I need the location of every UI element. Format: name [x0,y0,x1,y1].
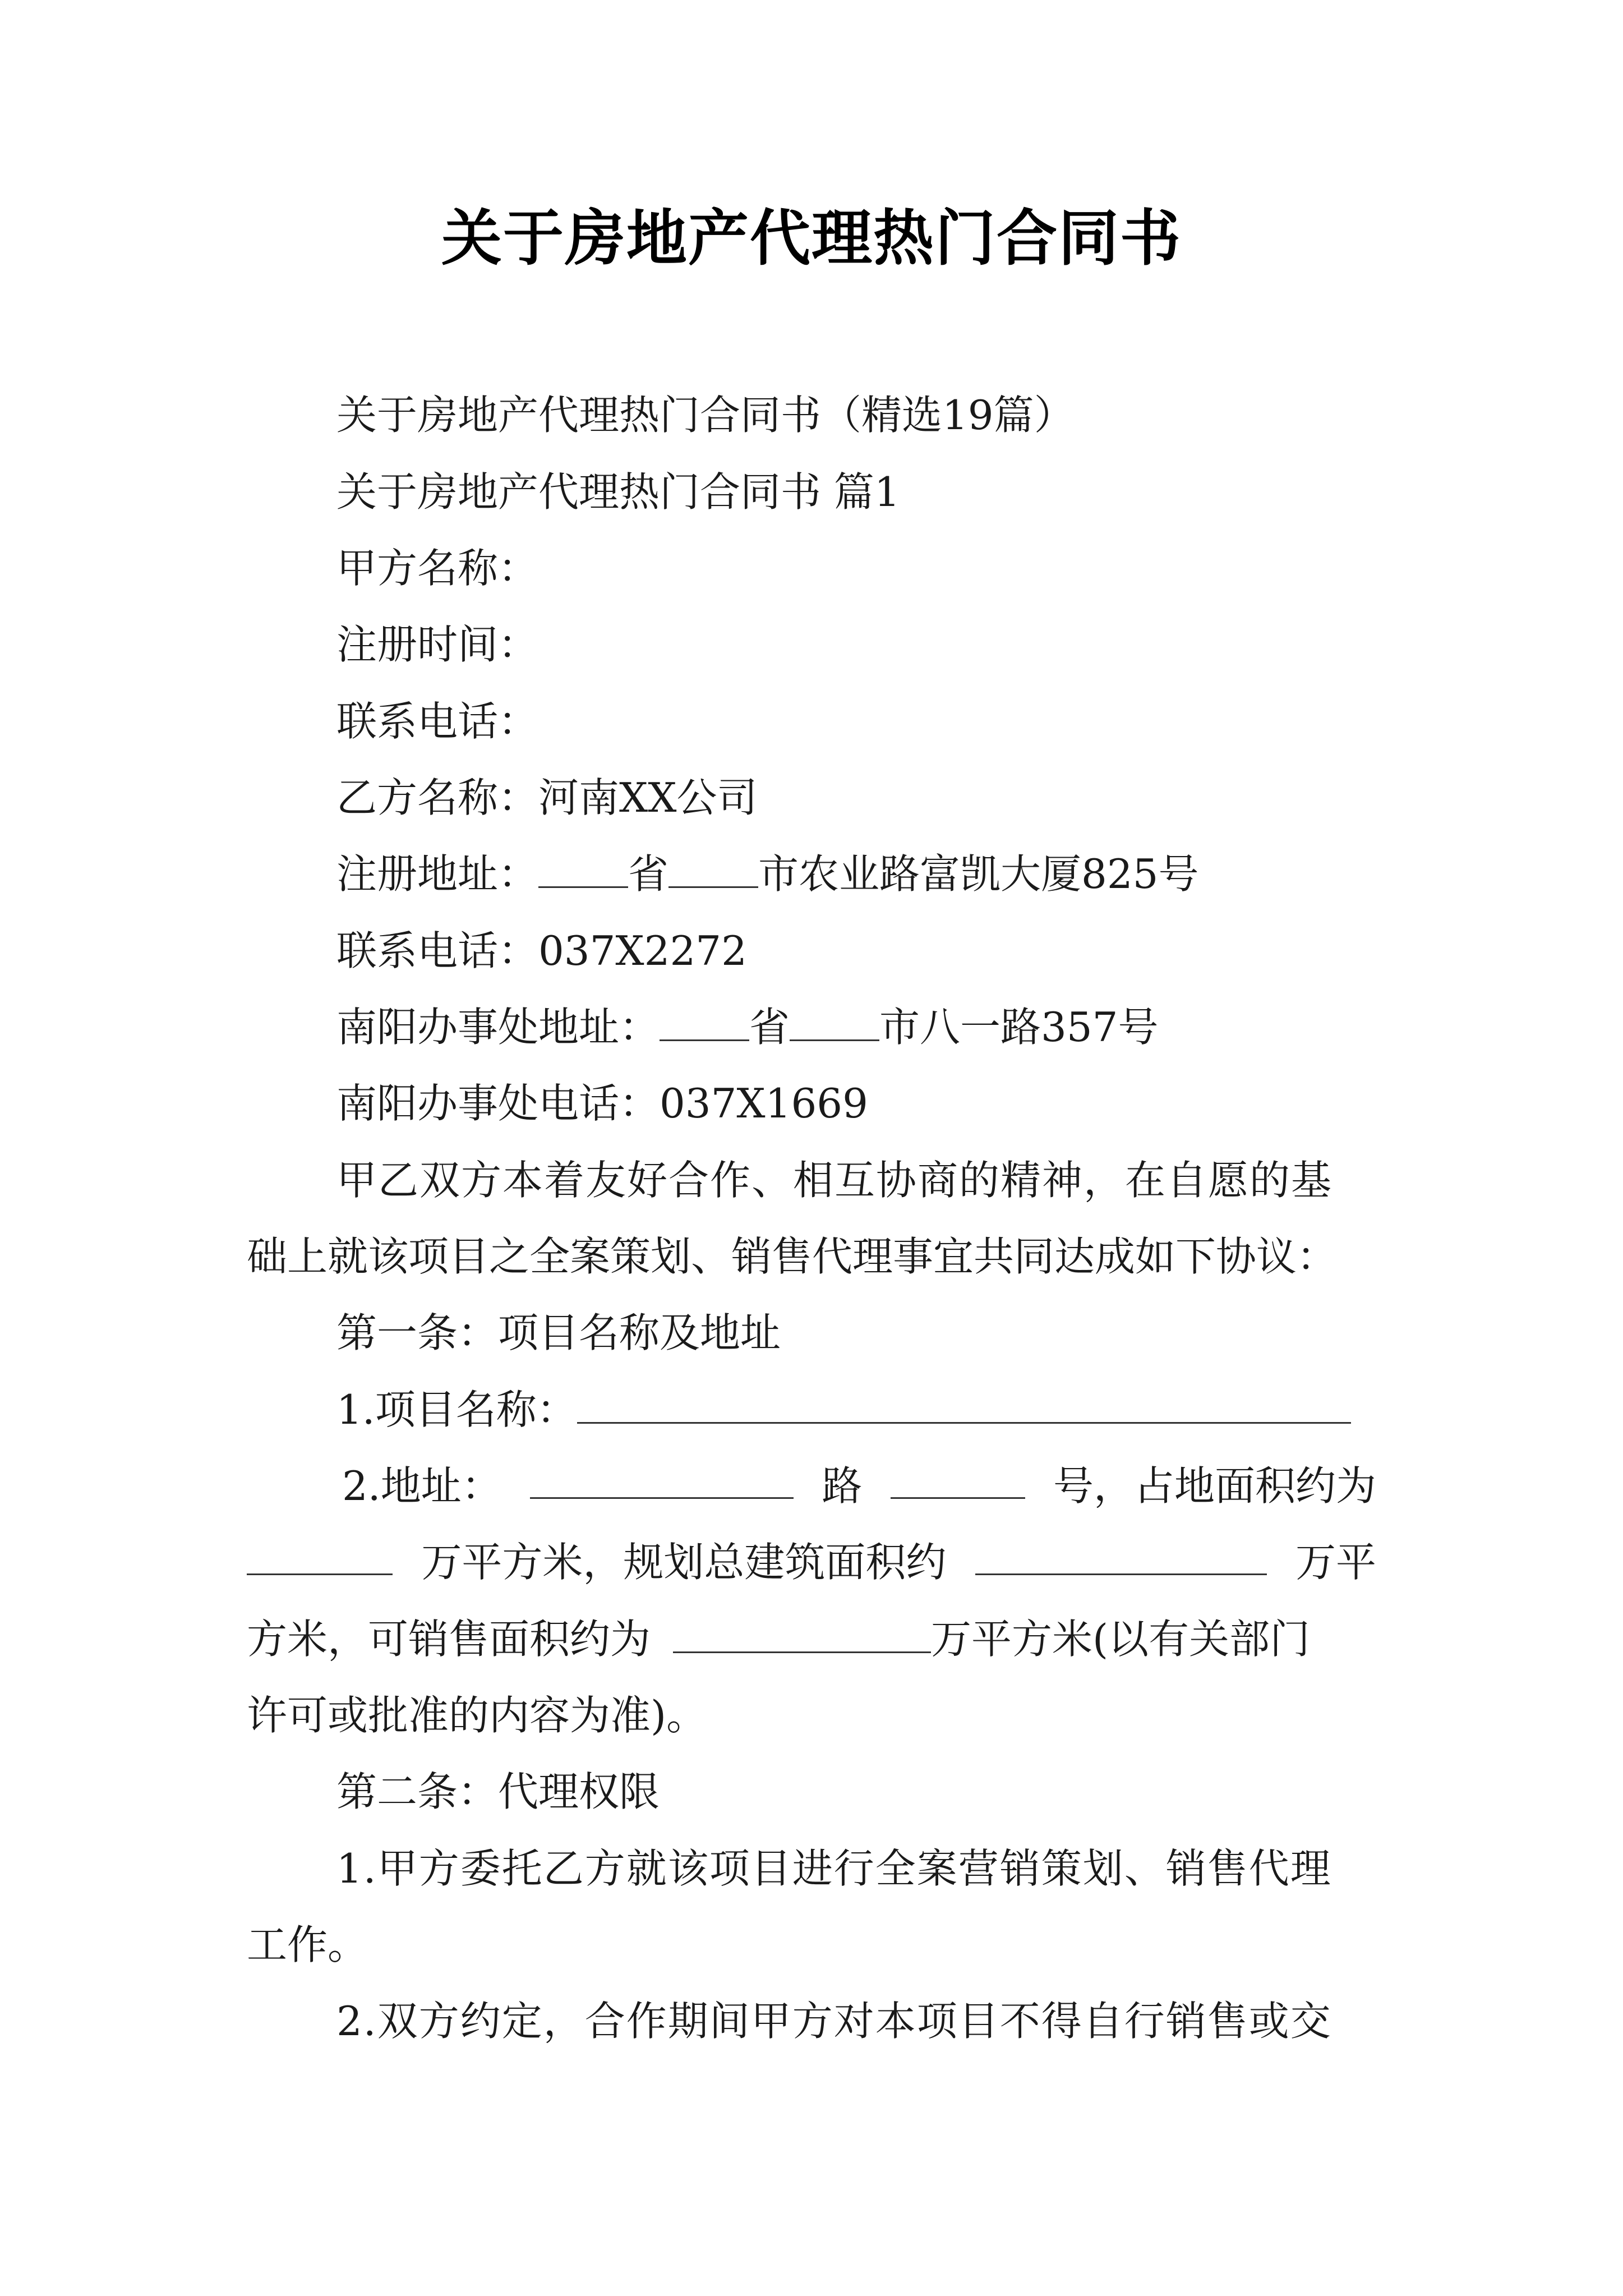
road-text: 路 [822,1462,863,1510]
article2-heading: 第二条：代理权限 [336,1768,660,1815]
sale-area-note: 万平方米(以有关部门 [931,1616,1311,1663]
address-rest: 市农业路富凯大厦825号 [758,850,1199,898]
number-blank [891,1458,1025,1499]
party-b-name: 乙方名称：河南XX公司 [336,774,758,821]
chapter-heading: 关于房地产代理热门合同书 篇1 [336,468,900,516]
province-text: 省 [628,850,669,898]
office-city-blank [790,1000,879,1041]
subtitle: 关于房地产代理热门合同书（精选19篇） [336,392,1075,439]
office-phone: 南阳办事处电话：037X1669 [336,1080,868,1127]
address-row-3 [247,1611,1310,1667]
party-a-reg-time-label: 注册时间： [336,621,539,668]
party-b-address [336,846,1198,902]
office-address-rest: 市八一路357号 [879,1004,1159,1051]
road-blank [530,1458,794,1499]
office-province-blank [660,1000,749,1041]
document-title: 关于房地产代理热门合同书 [441,203,1182,274]
intro-line-2: 础上就该项目之全案策划、销售代理事宜共同达成如下协议： [247,1233,1338,1280]
article2-item1-line2: 工作。 [247,1921,368,1968]
office-address [336,999,1158,1055]
sale-area-text: 方米，可销售面积约为 [247,1616,651,1663]
address-row-2 [247,1534,1376,1590]
project-name-row [336,1382,1351,1438]
address-item-label: 2.地址： [342,1462,502,1510]
city-blank [668,847,758,888]
province-blank [538,847,628,888]
party-b-phone: 联系电话：037X2272 [336,927,747,974]
plan-area-text: 万平方米，规划总建筑面积约 [421,1539,947,1586]
office-province-text: 省 [749,1004,790,1051]
party-a-phone-label: 联系电话： [336,698,539,745]
address-label: 注册地址： [336,850,539,898]
party-a-name-label: 甲方名称： [336,545,539,592]
land-area-blank [247,1534,393,1575]
wan-ping-text: 万平 [1295,1539,1376,1586]
sale-area-blank [673,1612,931,1653]
project-name-blank [577,1383,1351,1424]
address-row-4: 许可或批准的内容为准)。 [247,1692,707,1739]
number-area-text: 号，占地面积约为 [1053,1462,1376,1510]
article1-heading: 第一条：项目名称及地址 [336,1309,781,1356]
office-address-label: 南阳办事处地址： [336,1004,660,1051]
total-area-blank [975,1534,1267,1575]
intro-line-1: 甲乙双方本着友好合作、相互协商的精神，在自愿的基 [336,1157,1333,1204]
project-name-label: 1.项目名称： [336,1386,577,1433]
address-row-1 [247,1458,1376,1514]
article2-item1-line1: 1.甲方委托乙方就该项目进行全案营销策划、销售代理 [336,1845,1332,1892]
article2-item2-line1: 2.双方约定，合作期间甲方对本项目不得自行销售或交 [336,1998,1332,2045]
